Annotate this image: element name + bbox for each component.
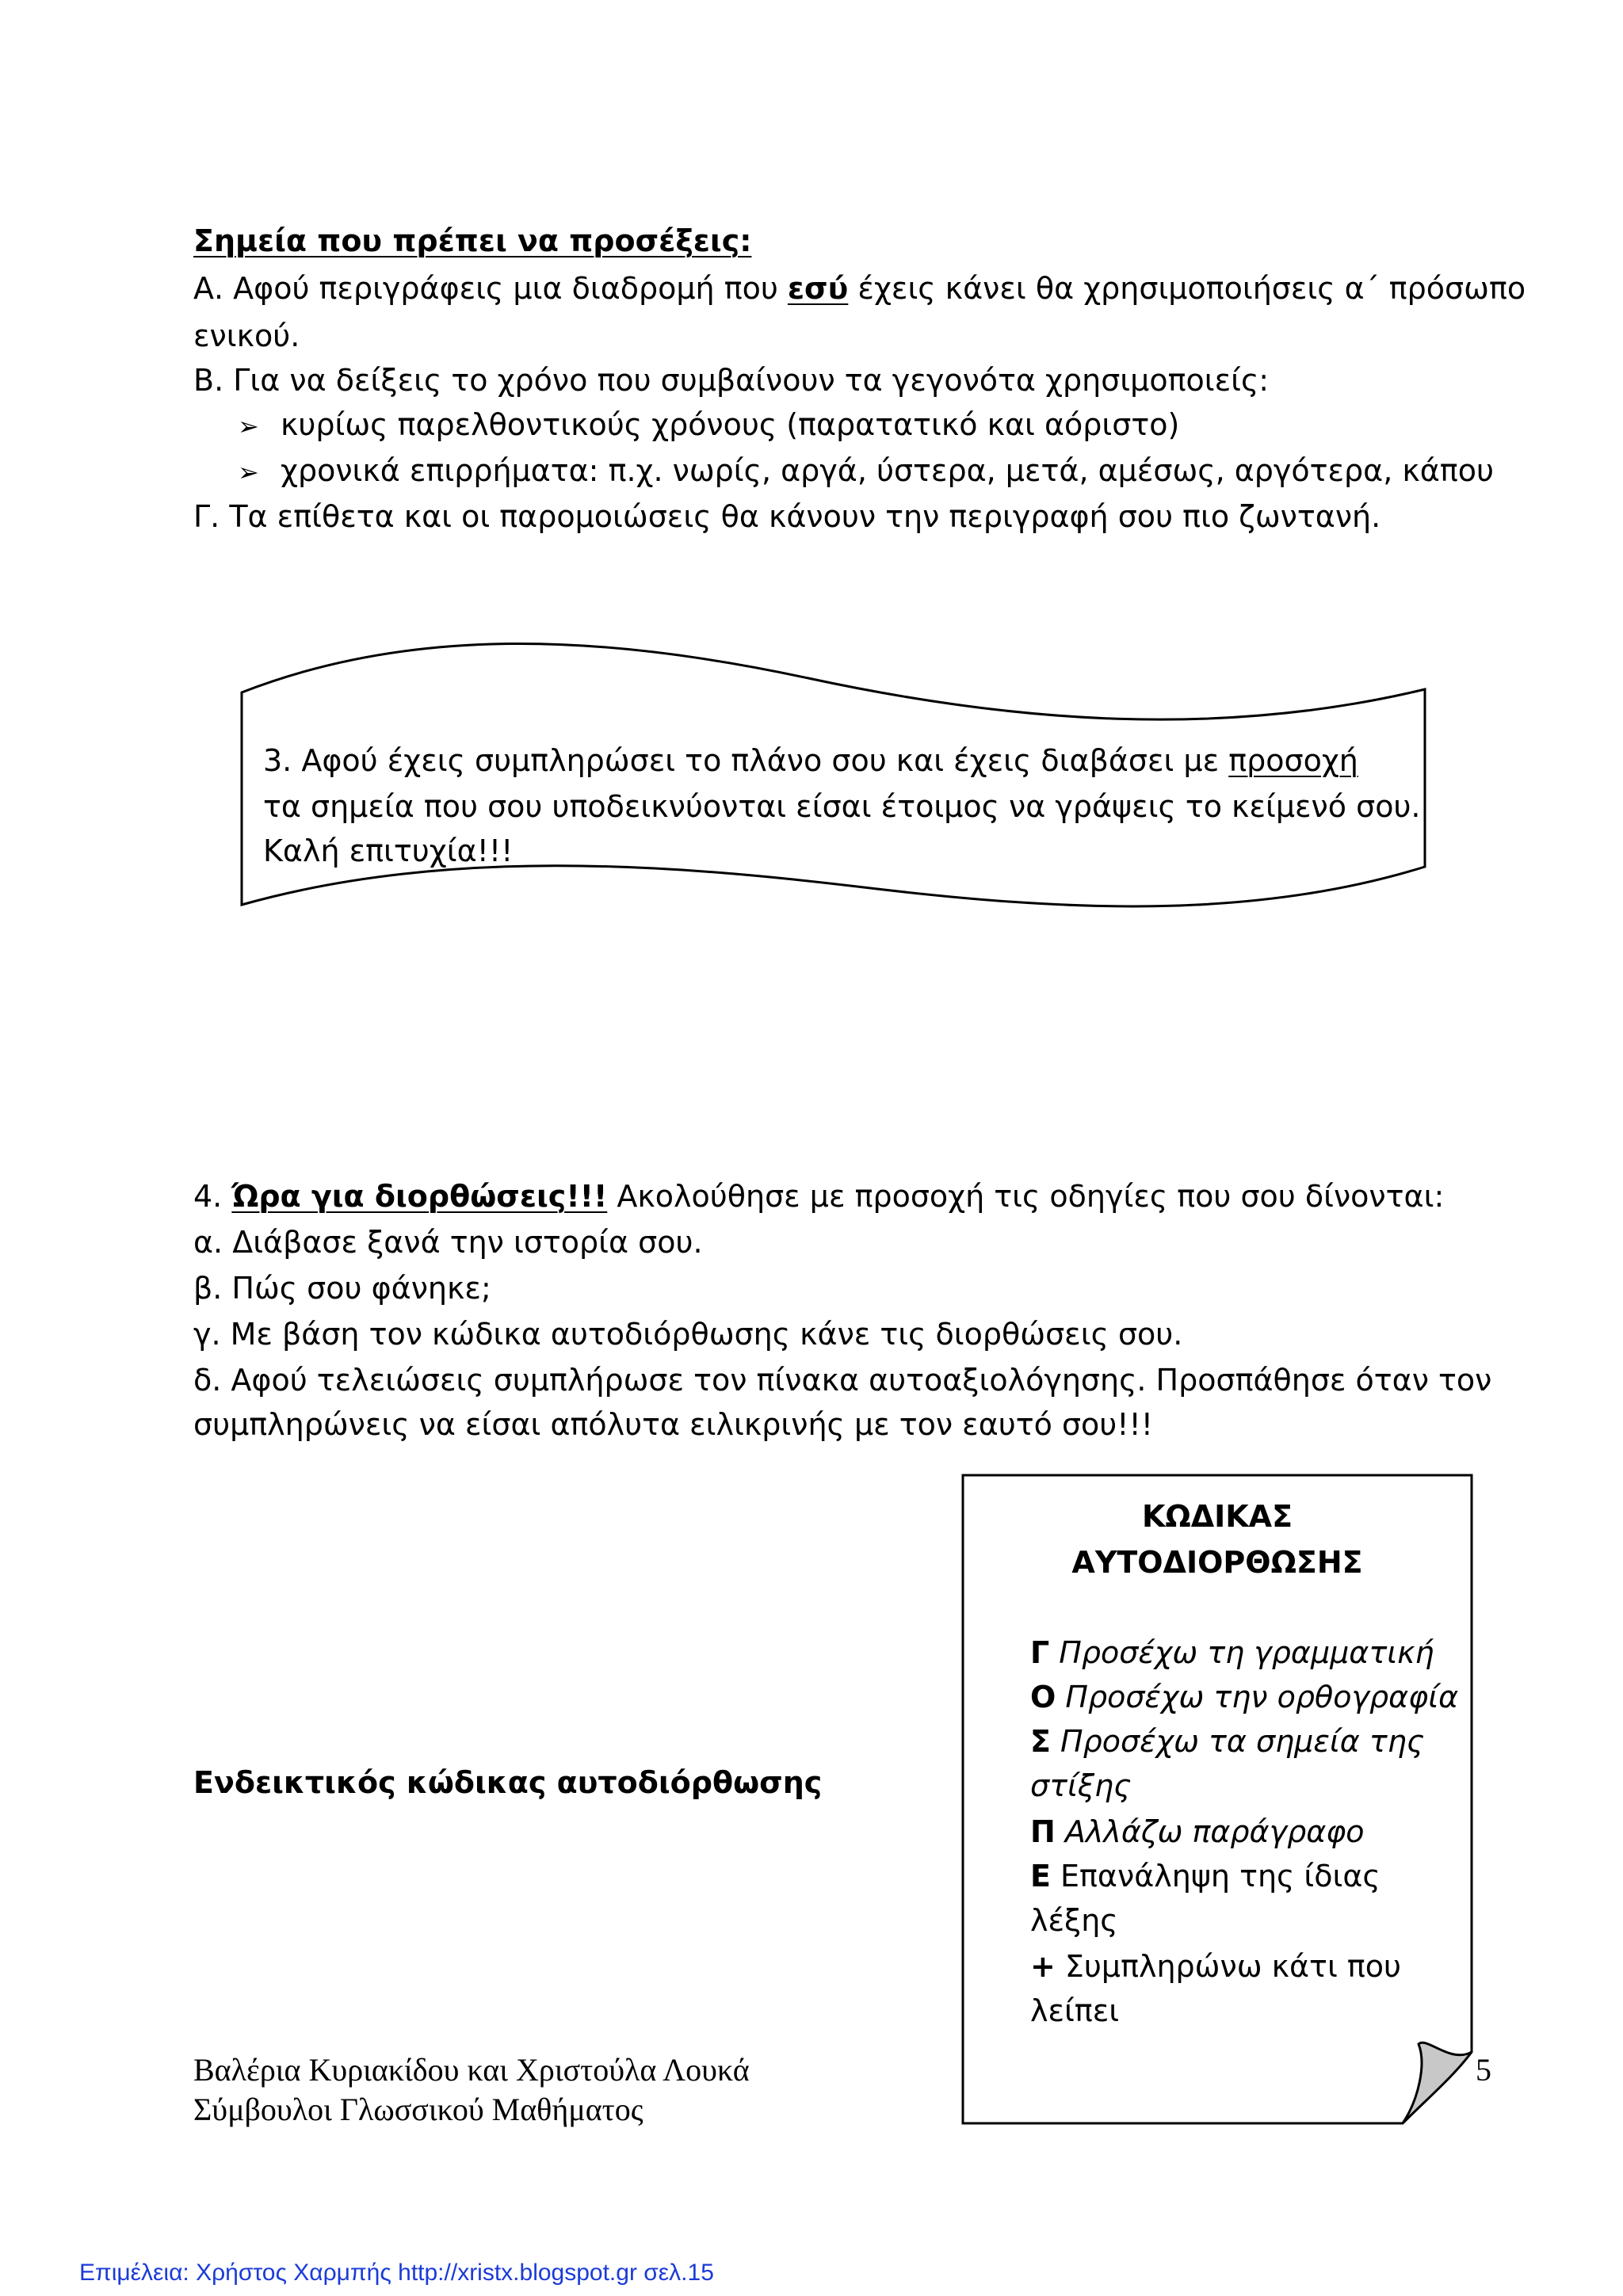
arrow-bullet-icon: ➢: [238, 411, 259, 441]
scroll-line-2: τα σημεία που σου υποδεικνύονται είσαι έτοιμος να γράψεις το κείμενό σου.: [263, 789, 1421, 824]
corrections-step-d: δ. Αφού τελειώσεις συμπλήρωσε τον πίνακα αυτοαξιολόγησης. Προσπάθησε όταν τον: [193, 1363, 1492, 1398]
point-b: Β. Για να δείξεις το χρόνο που συμβαίνουν τα γεγονότα χρησιμοποιείς:: [193, 363, 1270, 398]
footer-role: Σύμβουλοι Γλωσσικού Μαθήματος: [193, 2092, 643, 2127]
code-box-title-2: ΑΥΤΟΔΙΟΡΘΩΣΗΣ: [1071, 1545, 1363, 1580]
code-item-spelling: Ο Προσέχω την ορθογραφία: [1030, 1680, 1459, 1714]
code-item-repetition: Ε Επανάληψη της ίδιας: [1030, 1859, 1381, 1894]
code-item-missing-continued: λείπει: [1030, 1993, 1120, 2028]
bullet-item-2: ➢ χρονικά επιρρήματα: π.χ. νωρίς, αργά, ύστερα, μετά, αμέσως, αργότερα, κάπου: [238, 448, 1494, 494]
bullet-item-1: ➢ κυρίως παρελθοντικούς χρόνους (παρατατικό και αόριστο): [238, 402, 1179, 448]
code-item-punctuation: Σ Προσέχω τα σημεία της: [1030, 1724, 1425, 1759]
page-number: 5: [1476, 2052, 1491, 2088]
scroll-line-1: 3. Αφού έχεις συμπληρώσει το πλάνο σου και έχεις διαβάσει με προσοχή: [263, 743, 1358, 778]
corrections-step-c: γ. Με βάση τον κώδικα αυτοδιόρθωσης κάνε τις διορθώσεις σου.: [193, 1317, 1183, 1352]
point-a-continued: ενικού.: [193, 318, 300, 353]
points-heading: Σημεία που πρέπει να προσέξεις:: [193, 223, 752, 258]
editor-credit-link[interactable]: Επιμέλεια: Χρήστος Χαρμπής http://xristx.blogspot.gr σελ.15: [79, 2260, 714, 2286]
corrections-step-d-continued: συμπληρώνεις να είσαι απόλυτα ειλικρινής με τον εαυτό σου!!!: [193, 1407, 1153, 1442]
scroll-line-3: Καλή επιτυχία!!!: [263, 833, 514, 868]
indicative-code-label: Ενδεικτικός κώδικας αυτοδιόρθωσης: [193, 1765, 823, 1800]
code-box-title-1: ΚΩΔΙΚΑΣ: [1141, 1499, 1293, 1534]
code-item-grammar: Γ Προσέχω τη γραμματική: [1030, 1635, 1434, 1670]
corrections-step-b: β. Πώς σου φάνηκε;: [193, 1271, 491, 1306]
arrow-bullet-icon: ➢: [238, 457, 259, 487]
code-item-paragraph: Π Αλλάζω παράγραφο: [1030, 1814, 1365, 1849]
emphasis-prosoxi: προσοχή: [1228, 743, 1358, 778]
emphasis-esy: εσύ: [787, 271, 849, 306]
code-item-repetition-continued: λέξης: [1030, 1903, 1118, 1938]
corrections-step-a: α. Διάβασε ξανά την ιστορία σου.: [193, 1225, 703, 1260]
point-c: Γ. Τα επίθετα και οι παρομοιώσεις θα κάνουν την περιγραφή σου πιο ζωντανή.: [193, 499, 1381, 534]
footer-authors: Βαλέρια Κυριακίδου και Χριστούλα Λουκά: [193, 2052, 750, 2088]
corrections-heading: 4. Ώρα για διορθώσεις!!! Ακολούθησε με προσοχή τις οδηγίες που σου δίνονται:: [193, 1179, 1445, 1214]
code-item-missing: + Συμπληρώνω κάτι που: [1030, 1949, 1401, 1984]
point-a: Α. Αφού περιγράφεις μια διαδρομή που εσύ έχεις κάνει θα χρησιμοποιήσεις α΄ πρόσωπο: [193, 271, 1526, 306]
code-item-punctuation-continued: στίξης: [1030, 1768, 1132, 1803]
corrections-title: Ώρα για διορθώσεις!!!: [231, 1179, 608, 1214]
